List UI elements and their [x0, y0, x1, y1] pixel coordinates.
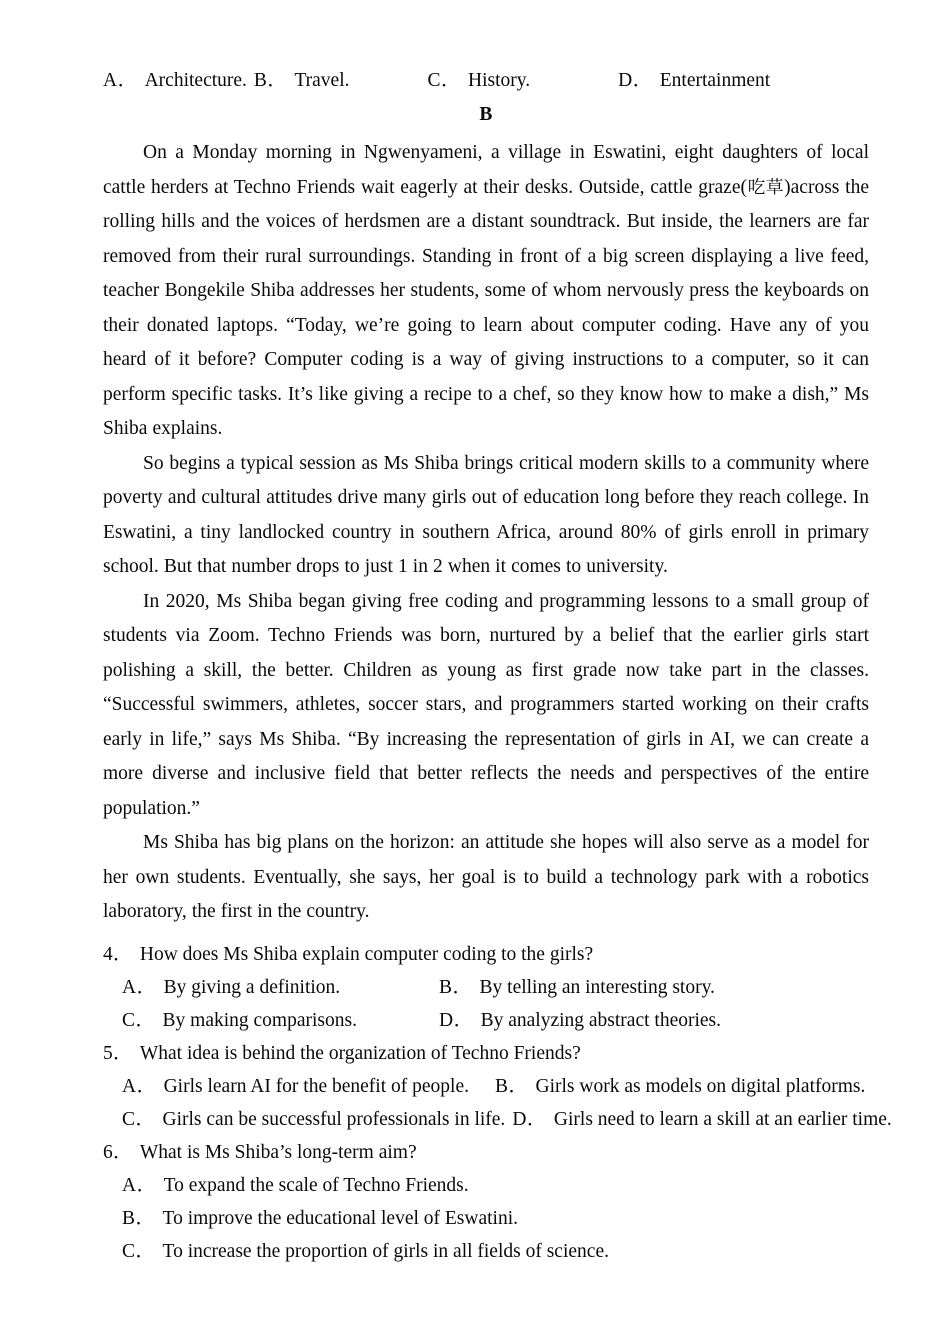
question-5-option-c-label: C．: [122, 1108, 156, 1130]
option-a-label: A．: [103, 70, 138, 91]
option-b-label: B．: [253, 70, 288, 91]
question-5-option-c-text: Girls can be successful professionals in life.: [162, 1108, 506, 1130]
question-5-number: 5．: [103, 1042, 133, 1064]
page-content: [103, 66, 892, 1268]
question-5-option-a-text: Girls learn AI for the benefit of people.: [163, 1075, 469, 1097]
option-d-label: D．: [618, 70, 653, 91]
question-6-option-a-text: To expand the scale of Techno Friends.: [163, 1174, 469, 1196]
question-6-option-b-label: B．: [122, 1207, 156, 1229]
question-6-option-c[interactable]: [103, 1235, 869, 1268]
question-4-option-c-text: By making comparisons.: [162, 1009, 357, 1031]
question-4-option-d-label: D．: [439, 1009, 474, 1031]
chinese-gloss-graze: 吃草: [746, 177, 785, 198]
option-a-inline: [103, 66, 247, 96]
question-4-option-d-text: By analyzing abstract theories.: [480, 1009, 722, 1031]
question-6-option-b-text: To improve the educational level of Eswatini.: [162, 1207, 519, 1229]
question-4-option-a[interactable]: [122, 971, 439, 1004]
passage-paragraph-3: In 2020, Ms Shiba began giving free coding and programming lessons to a small group of students via Zoom. Techno Friends was born, nurtured by a belief that the earlier girls start polishing a skill, the better. Children as young as first grade now take part in the classes. “Successful swimmers, athletes, soccer stars, and programmers started working on their crafts early in life,” says Ms Shiba. “By increasing the representation of girls in AI, we can create a more diverse and inclusive field that better reflects the needs and perspectives of the entire population.”: [103, 590, 869, 819]
option-d-inline: [618, 66, 770, 96]
question-5-text: What idea is behind the organization of Techno Friends?: [139, 1042, 581, 1064]
option-a-text: Architecture.: [144, 70, 247, 91]
question-6-option-a[interactable]: [103, 1169, 869, 1202]
option-c-text: History.: [468, 70, 531, 91]
paragraph-1-text-before-gloss: On a Monday morning in Ngwenyameni, a village in Eswatini, eight daughters of local cattle herders at Techno Friends wait eagerly at their desks. Outside, cattle graze(: [103, 142, 869, 198]
question-4-option-d[interactable]: [439, 1010, 721, 1031]
questions-block: [103, 938, 892, 1268]
section-heading: B: [479, 104, 493, 125]
question-5-options-row-1: [103, 1070, 869, 1103]
question-5-option-b-text: Girls work as models on digital platforms.: [535, 1075, 866, 1097]
question-5-options-row-2: [103, 1103, 892, 1136]
question-5-stem: [103, 1037, 869, 1070]
question-6-option-b[interactable]: [103, 1202, 869, 1235]
question-4-options-row-2: [103, 1004, 869, 1037]
passage-paragraph-2: So begins a typical session as Ms Shiba brings critical modern skills to a community where poverty and cultural attitudes drive many girls out of education long before they reach college. In Eswatini, a tiny landlocked country in southern Africa, around 80% of girls enroll in primary school. But that number drops to just 1 in 2 when it comes to university.: [103, 452, 869, 577]
question-6-number: 6．: [103, 1141, 133, 1163]
question-4-number: 4．: [103, 943, 133, 965]
question-4-option-c-label: C．: [122, 1009, 156, 1031]
paragraph-1-text-after-gloss: )across the rolling hills and the voices of herdsmen are a distant soundtrack. But inside, the learners are far removed from their rural surroundings. Standing in front of a big screen displaying a live feed, teacher Bongekile Shiba addresses her students, some of whom nervously press the keyboards on their donated laptops. “Today, we’re going to learn about computer coding. Have any of you heard of it before? Computer coding is a way of giving instructions to a computer, so it can perform specific tasks. It’s like giving a recipe to a chef, so they know how to make a dish,” Ms Shiba explains.: [103, 176, 870, 439]
option-b-inline: [254, 70, 350, 91]
question-5-option-d-label: D．: [512, 1108, 547, 1130]
question-4-option-b-label: B．: [439, 976, 473, 998]
option-b-text: Travel.: [294, 70, 350, 91]
question-6-option-c-text: To increase the proportion of girls in all fields of science.: [162, 1240, 609, 1262]
previous-question-options-row: [103, 66, 869, 96]
question-5-option-d[interactable]: [512, 1103, 891, 1136]
passage-paragraph-1: [103, 136, 869, 447]
question-5-option-c[interactable]: [122, 1109, 505, 1130]
question-6-text: What is Ms Shiba’s long-term aim?: [139, 1141, 417, 1163]
option-d-text: Entertainment: [659, 70, 771, 91]
question-4-option-b-text: By telling an interesting story.: [479, 976, 715, 998]
option-c-label: C．: [427, 70, 462, 91]
question-4-option-b[interactable]: [439, 977, 715, 998]
passage-paragraph-4: Ms Shiba has big plans on the horizon: an attitude she hopes will also serve as a model for her own students. Eventually, she says, her goal is to build a technology park with a robotics laboratory, the first in the country.: [103, 832, 869, 922]
question-4-option-c[interactable]: [122, 1004, 439, 1037]
question-5-option-b-label: B．: [495, 1075, 529, 1097]
question-5-option-a[interactable]: [122, 1076, 469, 1097]
option-c-inline: [428, 66, 531, 96]
question-5-option-a-label: A．: [122, 1075, 157, 1097]
question-5-option-d-text: Girls need to learn a skill at an earlier time.: [553, 1108, 892, 1130]
question-4-option-a-label: A．: [122, 976, 157, 998]
question-4-option-a-text: By giving a definition.: [163, 976, 341, 998]
question-6-stem: [103, 1136, 869, 1169]
question-4-options-row-1: [103, 971, 869, 1004]
question-6-option-a-label: A．: [122, 1174, 157, 1196]
question-4-text: How does Ms Shiba explain computer coding to the girls?: [139, 943, 594, 965]
question-6-option-c-label: C．: [122, 1240, 156, 1262]
question-5-option-b[interactable]: [495, 1070, 865, 1103]
question-4-stem: [103, 938, 869, 971]
